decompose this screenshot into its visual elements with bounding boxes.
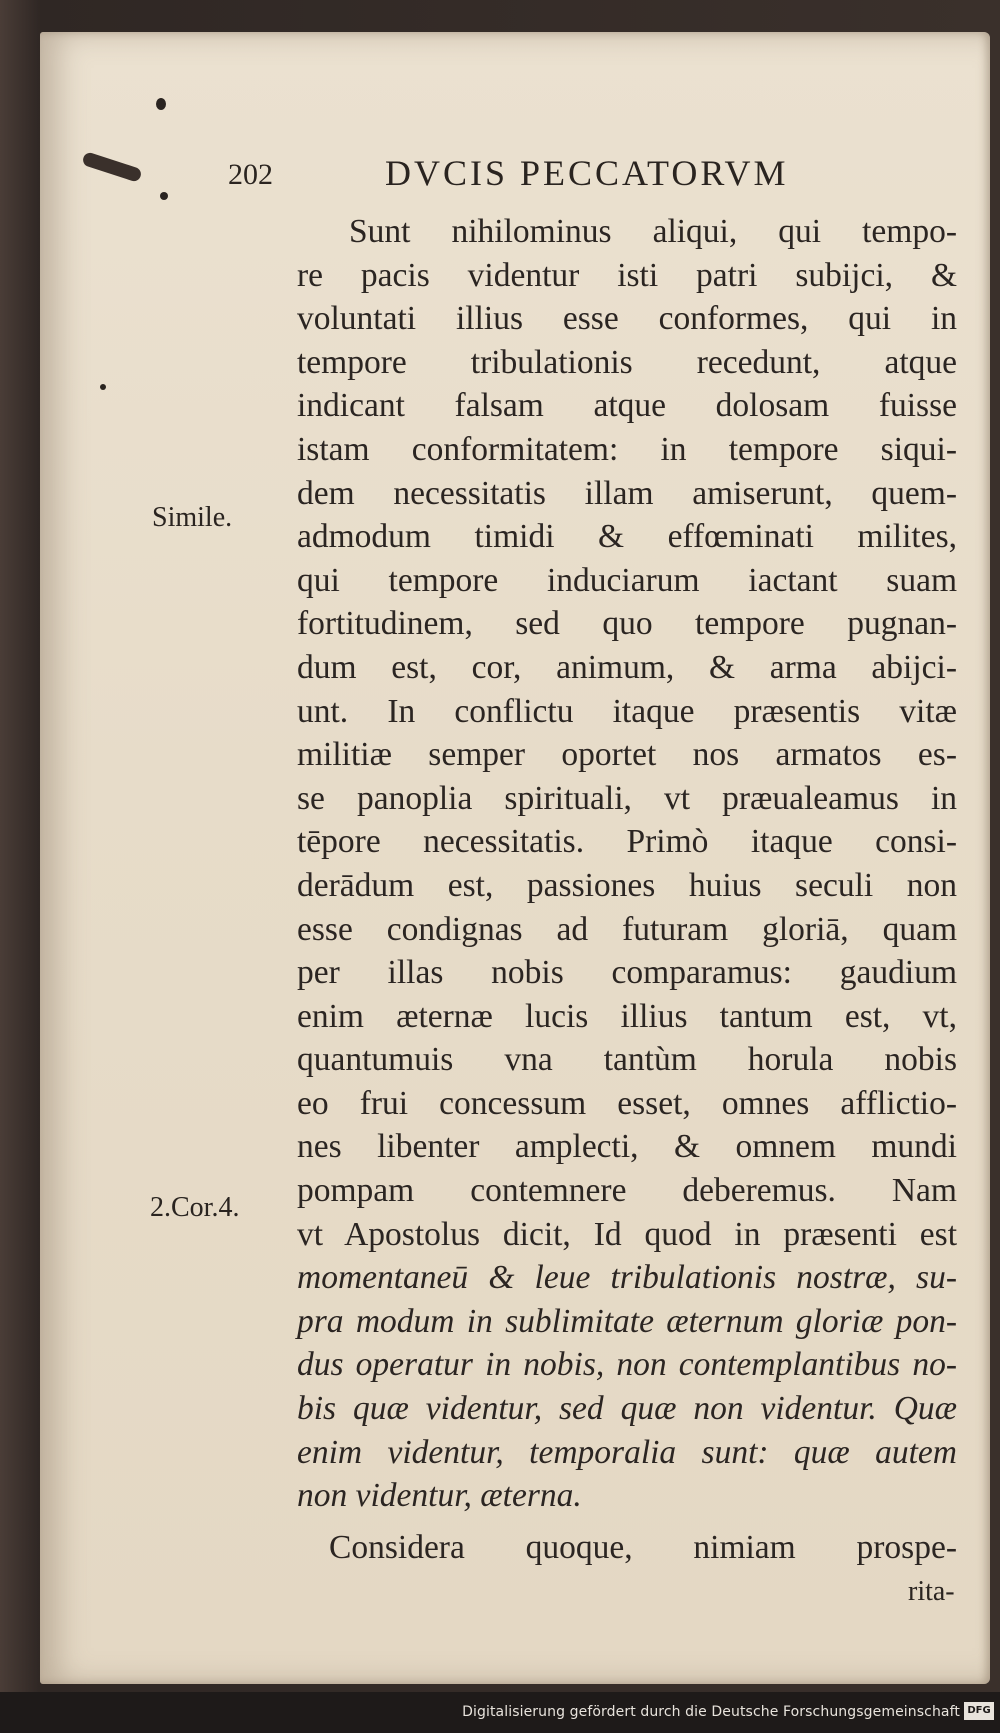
margin-note-simile: Simile. (152, 502, 233, 533)
text-line: indicant falsam atque dolosam fuisse (297, 387, 957, 425)
text-line: derādum est, passiones huius seculi non (297, 866, 957, 904)
text-line: vt Apostolus dicit, Id quod in præsenti est (297, 1215, 957, 1253)
text-line: se panoplia spirituali, vt præualeamus in (297, 779, 957, 817)
body-text (297, 210, 957, 1569)
running-head: DVCIS PECCATORVM (385, 153, 789, 193)
text-line: eo frui concessum esset, omnes afflictio- (297, 1084, 957, 1122)
text-line: unt. In conflictu itaque præsentis vitæ (297, 692, 957, 730)
text-line: esse condignas ad futuram gloriā, quam (297, 910, 957, 948)
text-line: quantumuis vna tantùm horula nobis (297, 1041, 957, 1079)
text-line: admodum timidi & effœminati milites, (297, 518, 957, 556)
page-header (40, 152, 990, 202)
text-line-italic: non videntur, æterna. (297, 1477, 582, 1515)
dfg-logo: DFG (964, 1702, 994, 1720)
text-line: enim æternæ lucis illius tantum est, vt, (297, 997, 957, 1035)
book-page (40, 32, 990, 1684)
text-line: nes libenter amplecti, & omnem mundi (297, 1128, 957, 1166)
text-line: militiæ semper oportet nos armatos es- (297, 736, 957, 774)
text-line-italic: pra modum in sublimitate æternum gloriæ pon- (297, 1302, 957, 1340)
catchword: rita- (908, 1576, 955, 1607)
text-line-italic: enim videntur, temporalia sunt: quæ autem (297, 1433, 957, 1471)
text-line: re pacis videntur isti patri subijci, & (297, 256, 957, 294)
ink-spot (156, 98, 166, 110)
digitization-credit: Digitalisierung gefördert durch die Deutsche Forschungsgemeinschaft (462, 1704, 960, 1720)
text-line: voluntati illius esse conformes, qui in (297, 300, 957, 338)
text-line-italic: dus operatur in nobis, non contemplantibus no- (297, 1346, 957, 1384)
text-line: dem necessitatis illam amiserunt, quem- (297, 474, 957, 512)
text-line: dum est, cor, animum, & arma abijci- (297, 648, 957, 686)
text-line: qui tempore induciarum iactant suam (297, 561, 957, 599)
text-line: fortitudinem, sed quo tempore pugnan- (297, 605, 957, 643)
text-line: tēpore necessitatis. Primò itaque consi- (297, 823, 957, 861)
text-line: Sunt nihilominus aliqui, qui tempo- (349, 213, 957, 250)
text-line: per illas nobis comparamus: gaudium (297, 954, 957, 992)
margin-note-reference: 2.Cor.4. (150, 1192, 240, 1223)
ink-spot (100, 384, 106, 390)
text-line: pompam contemnere deberemus. Nam (297, 1172, 957, 1210)
text-line-italic: momentaneū & leue tribulationis nostræ, su- (297, 1259, 957, 1297)
text-line: Considera quoque, nimiam prospe- (329, 1528, 957, 1566)
text-line: istam conformitatem: in tempore siqui- (297, 430, 957, 468)
text-line: tempore tribulationis recedunt, atque (297, 343, 957, 381)
page-number: 202 (228, 158, 273, 191)
footer-bar (0, 1692, 1000, 1733)
text-line-italic: bis quæ videntur, sed quæ non videntur. Quæ (297, 1390, 957, 1428)
